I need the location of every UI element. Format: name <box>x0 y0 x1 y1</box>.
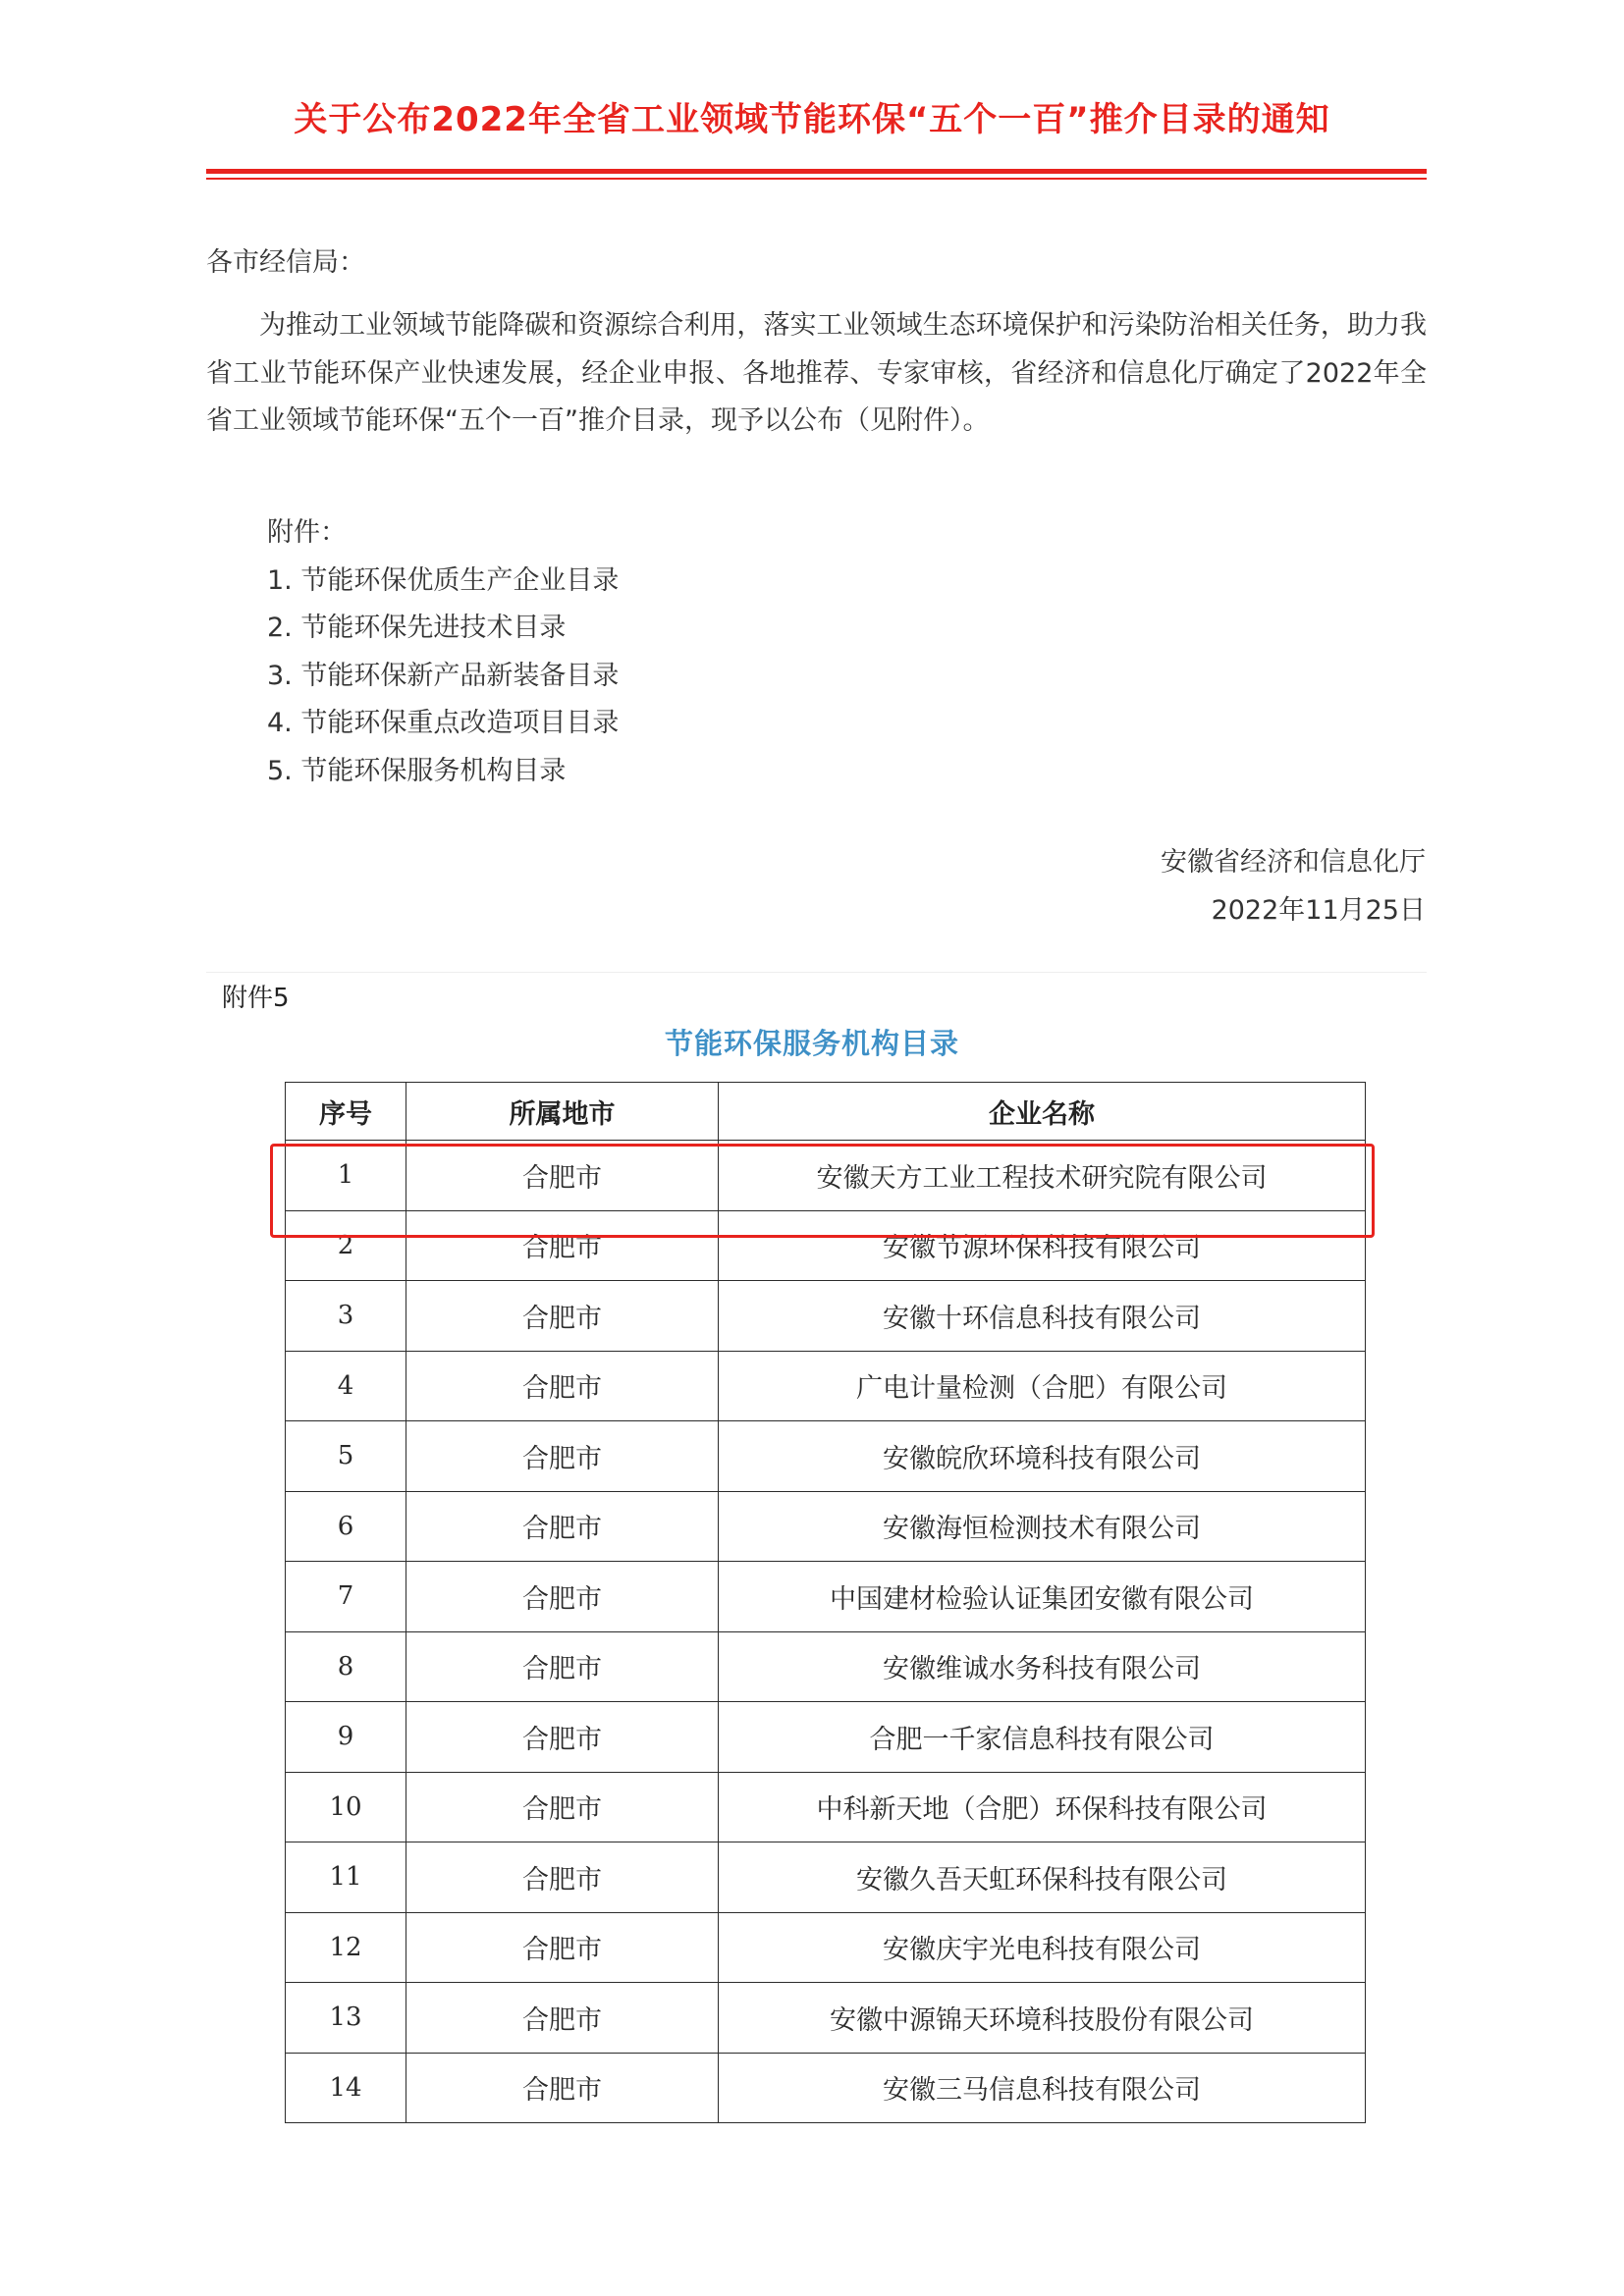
section-divider <box>206 972 1427 973</box>
table-row <box>286 1141 1366 1211</box>
cell-company: 安徽十环信息科技有限公司 <box>719 1281 1366 1352</box>
cell-index: 12 <box>286 1912 406 1983</box>
cell-city: 合肥市 <box>406 1702 719 1773</box>
table-row <box>286 1421 1366 1492</box>
title-rule-thin <box>206 178 1427 180</box>
cell-company: 合肥一千家信息科技有限公司 <box>719 1702 1366 1773</box>
table-row <box>286 1491 1366 1562</box>
cell-company: 安徽中源锦天环境科技股份有限公司 <box>719 1983 1366 2054</box>
cell-city: 合肥市 <box>406 1983 719 2054</box>
cell-city: 合肥市 <box>406 2053 719 2123</box>
service-org-table <box>285 1082 1366 2123</box>
cell-index: 2 <box>286 1210 406 1281</box>
table-row <box>286 2053 1366 2123</box>
annex-title: 节能环保服务机构目录 <box>664 1027 959 1060</box>
attachments-list <box>267 509 619 795</box>
table-row <box>286 1772 1366 1842</box>
notice-title: 关于公布2022年全省工业领域节能环保“五个一百”推介目录的通知 <box>294 100 1330 139</box>
cell-company: 安徽节源环保科技有限公司 <box>719 1210 1366 1281</box>
cell-company: 安徽久吾天虹环保科技有限公司 <box>719 1842 1366 1913</box>
table-row <box>286 1351 1366 1421</box>
cell-index: 1 <box>286 1141 406 1211</box>
header-index: 序号 <box>286 1083 406 1141</box>
cell-company: 中科新天地（合肥）环保科技有限公司 <box>719 1772 1366 1842</box>
cell-company: 安徽维诚水务科技有限公司 <box>719 1631 1366 1702</box>
table-row <box>286 1702 1366 1773</box>
body-paragraph: 为推动工业领域节能降碳和资源综合利用，落实工业领域生态环境保护和污染防治相关任务，助力我省工业节能环保产业快速发展，经企业申报、各地推荐、专家审核，省经济和信息化厅确定了2022年全省工业领域节能环保“五个一百”推介目录，现予以公布（见附件）。 <box>206 310 1427 436</box>
attachment-item: 3. 节能环保新产品新装备目录 <box>267 660 620 691</box>
cell-city: 合肥市 <box>406 1772 719 1842</box>
table-row <box>286 1842 1366 1913</box>
attachment-item: 5. 节能环保服务机构目录 <box>267 755 567 786</box>
signature-date: 2022年11月25日 <box>1211 894 1426 926</box>
attachment-item: 4. 节能环保重点改造项目目录 <box>267 708 620 738</box>
cell-index: 4 <box>286 1351 406 1421</box>
cell-city: 合肥市 <box>406 1281 719 1352</box>
cell-city: 合肥市 <box>406 1141 719 1211</box>
table-row <box>286 1210 1366 1281</box>
table-row <box>286 1912 1366 1983</box>
cell-index: 7 <box>286 1562 406 1632</box>
cell-city: 合肥市 <box>406 1631 719 1702</box>
cell-city: 合肥市 <box>406 1351 719 1421</box>
table-row <box>286 1983 1366 2054</box>
cell-index: 14 <box>286 2053 406 2123</box>
title-rule-thick <box>206 169 1427 174</box>
cell-company: 安徽庆宇光电科技有限公司 <box>719 1912 1366 1983</box>
table-row <box>286 1631 1366 1702</box>
attachments-label: 附件： <box>267 517 347 548</box>
salutation: 各市经信局： <box>206 247 365 278</box>
cell-city: 合肥市 <box>406 1421 719 1492</box>
cell-company: 安徽皖欣环境科技有限公司 <box>719 1421 1366 1492</box>
table-row <box>286 1562 1366 1632</box>
cell-index: 3 <box>286 1281 406 1352</box>
cell-index: 5 <box>286 1421 406 1492</box>
header-city: 所属地市 <box>406 1083 719 1141</box>
cell-company: 安徽海恒检测技术有限公司 <box>719 1491 1366 1562</box>
cell-city: 合肥市 <box>406 1912 719 1983</box>
cell-company: 中国建材检验认证集团安徽有限公司 <box>719 1562 1366 1632</box>
cell-index: 10 <box>286 1772 406 1842</box>
table-row <box>286 1281 1366 1352</box>
attachment-item: 1. 节能环保优质生产企业目录 <box>267 564 620 596</box>
cell-city: 合肥市 <box>406 1562 719 1632</box>
cell-index: 6 <box>286 1491 406 1562</box>
cell-index: 9 <box>286 1702 406 1773</box>
signature-org: 安徽省经济和信息化厅 <box>1161 847 1426 878</box>
cell-city: 合肥市 <box>406 1842 719 1913</box>
cell-index: 13 <box>286 1983 406 2054</box>
header-company: 企业名称 <box>719 1083 1366 1141</box>
table-body <box>286 1141 1366 2123</box>
cell-city: 合肥市 <box>406 1491 719 1562</box>
signature-block <box>1161 839 1426 934</box>
cell-company: 安徽三马信息科技有限公司 <box>719 2053 1366 2123</box>
cell-city: 合肥市 <box>406 1210 719 1281</box>
table-header-row <box>286 1083 1366 1141</box>
attachment-item: 2. 节能环保先进技术目录 <box>267 613 567 643</box>
cell-company: 安徽天方工业工程技术研究院有限公司 <box>719 1141 1366 1211</box>
cell-index: 8 <box>286 1631 406 1702</box>
cell-company: 广电计量检测（合肥）有限公司 <box>719 1351 1366 1421</box>
annex-label: 附件5 <box>222 984 290 1013</box>
cell-index: 11 <box>286 1842 406 1913</box>
